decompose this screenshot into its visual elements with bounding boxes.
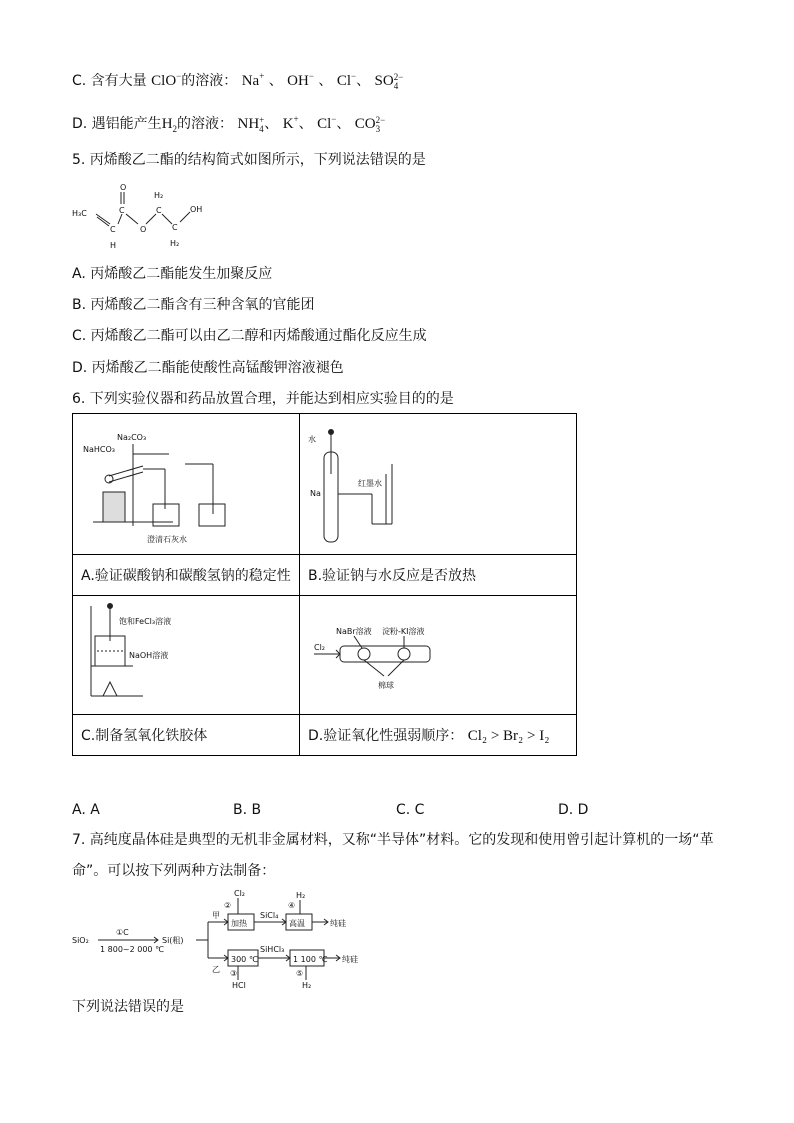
flow-sio2: SiO₂ (72, 936, 89, 945)
flow-hcl: HCl (232, 981, 246, 990)
q5-option-b: B. 丙烯酸乙二酯含有三种含氧的官能团 (72, 297, 315, 313)
flow-temp1: 1 800~2 000 ℃ (100, 945, 165, 954)
flow-step1: ①C (116, 928, 129, 937)
ion-clo: ClO− (151, 71, 182, 89)
ion-oh: OH− (287, 71, 314, 89)
q5-option-a: A. 丙烯酸乙二酯能发生加聚反应 (72, 266, 273, 282)
label-nabr: NaBr溶液 (336, 627, 372, 636)
option-c-label: C. 含有大量 (72, 73, 147, 89)
struct-ch2b: H₂ (170, 239, 180, 248)
label-na2co3: Na₂CO₃ (117, 433, 147, 442)
ion-co3: CO 2− 3 (354, 114, 386, 134)
label-fecl3: 饱和FeCl₃溶液 (119, 617, 172, 626)
label-na: Na (310, 489, 321, 498)
figure-b-cell (300, 414, 577, 555)
ion-so4: SO 2− 4 (374, 71, 404, 91)
experiment-table (72, 413, 577, 756)
h2: $H_2$ (161, 116, 178, 134)
flow-step5: ⑤ (296, 969, 304, 978)
label-naoh: NaOH溶液 (129, 651, 169, 660)
ion-na: Na+ (241, 71, 265, 89)
flow-heat: 加热 (231, 919, 247, 928)
struct-c2: C (110, 225, 116, 234)
flow-step2: ② (224, 901, 232, 910)
flow-t300: 300 ℃ (231, 955, 258, 964)
struct-c3: C (156, 206, 162, 215)
q6-answer-b: B. B (233, 802, 262, 818)
q7-stem-line2: 命”。可以按下列两种方法制备： (72, 863, 276, 879)
label-cl2: Cl₂ (314, 643, 326, 652)
struct-h: H (110, 241, 117, 250)
q5-stem: 5. 丙烯酸乙二酯的结构简式如图所示，下列说法错误的是 (72, 152, 426, 168)
q6-answer-a: A. A (72, 802, 100, 818)
q7-stem-line1: 7. 高纯度晶体硅是典型的无机非金属材料，又称“半导体”材料。它的发现和使用曾引起计算机的一场“革 (72, 832, 714, 848)
label-water: 水 (308, 435, 316, 444)
flow-sicl4: SiCl₄ (260, 911, 279, 920)
struct-o1: O (120, 183, 127, 192)
option-d-line: D. 遇铝能产生$H_2$的溶液： NH + 4 、 K+、 Cl−、 CO 2− 3 (72, 114, 386, 134)
figure-c-cell (73, 596, 300, 715)
ion-k: K+ (282, 114, 299, 132)
figure-d-apparatus (300, 596, 576, 710)
figure-d-cell (300, 596, 577, 715)
struct-h3c: H₃C (72, 209, 87, 218)
flow-step3: ③ (230, 969, 238, 978)
q5-option-d: D. 丙烯酸乙二酯能使酸性高锰酸钾溶液褪色 (72, 360, 344, 376)
ion-nh4: NH + 4 (237, 114, 265, 134)
figure-a-apparatus (73, 414, 299, 550)
label-cotton: 棉球 (378, 681, 394, 690)
flow-cl2: Cl₂ (234, 889, 246, 898)
struct-c1: C (119, 206, 125, 215)
option-d-label: D. 遇铝能产生 (72, 116, 162, 132)
q6-stem: 6. 下列实验仪器和药品放置合理，并能达到相应实验目的的是 (72, 391, 454, 407)
silicon-flow-diagram (70, 886, 380, 990)
struct-o2: O (140, 225, 147, 234)
acrylate-structure-figure (66, 178, 226, 254)
figure-b-apparatus (300, 414, 576, 550)
figure-c-apparatus (73, 596, 299, 710)
ion-cl: Cl− (317, 114, 337, 132)
flow-sihcl3: SiHCl₃ (260, 945, 285, 954)
flow-pure-si-2: 纯硅 (342, 955, 358, 964)
flow-high-temp: 高温 (289, 919, 305, 928)
struct-c4: C (172, 223, 178, 232)
caption-b: B.验证钠与水反应是否放热 (300, 555, 577, 596)
q5-option-c: C. 丙烯酸乙二酯可以由乙二醇和丙烯酸通过酯化反应生成 (72, 328, 427, 344)
flow-step4: ④ (288, 901, 296, 910)
figure-a-cell (73, 414, 300, 555)
ion-cl: Cl− (336, 71, 357, 89)
flow-h2b: H₂ (302, 981, 312, 990)
caption-a: A.验证碳酸钠和碳酸氢钠的稳定性 (73, 555, 300, 596)
label-starch-ki: 淀粉-KI溶液 (382, 627, 425, 636)
flow-yi: 乙 (212, 965, 220, 974)
flow-h2a: H₂ (296, 891, 306, 900)
struct-ch2a: H₂ (154, 191, 164, 200)
q7-after: 下列说法错误的是 (72, 999, 184, 1015)
label-nahco3: NaHCO₃ (83, 445, 115, 454)
label-limewater: 澄清石灰水 (147, 535, 187, 544)
struct-oh: OH (190, 205, 203, 214)
flow-si-crude: Si(粗) (162, 936, 184, 945)
caption-c: C.制备氢氧化铁胶体 (73, 715, 300, 756)
flow-t1100: 1 100 ℃ (293, 955, 328, 964)
flow-pure-si-1: 纯硅 (330, 919, 346, 928)
flow-jia: 甲 (212, 911, 220, 920)
q6-answer-d: D. D (558, 802, 589, 818)
label-red-ink: 红墨水 (358, 479, 382, 488)
option-c-line: C. 含有大量 ClO−的溶液： Na+ 、 OH− 、 Cl−、 SO 2− 4 (72, 71, 404, 91)
caption-d: D.验证氧化性强弱顺序： Cl₂ > Br₂ > I₂ (300, 715, 577, 756)
q6-answer-c: C. C (396, 802, 425, 818)
